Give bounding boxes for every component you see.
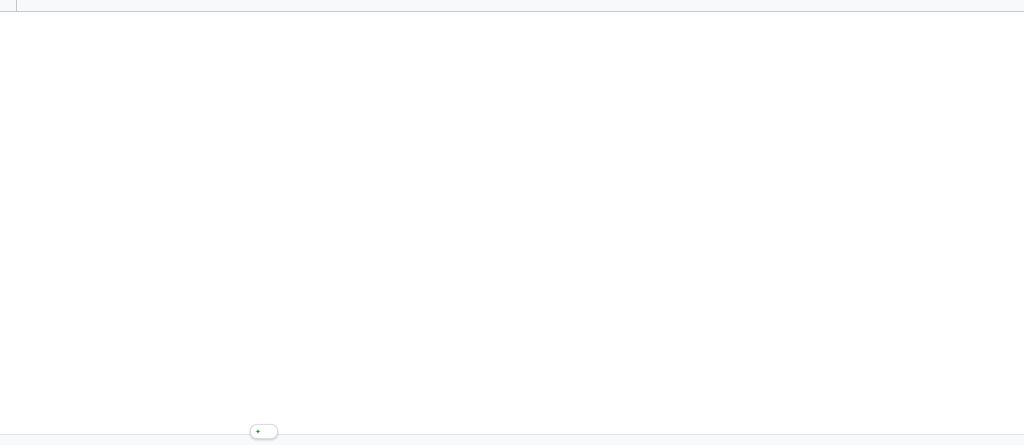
select-all-corner[interactable] xyxy=(0,0,17,11)
convert-to-table-chip[interactable] xyxy=(250,424,278,439)
horizontal-scroll-track[interactable] xyxy=(0,434,1024,445)
sparkle-icon: ✦ xyxy=(255,428,261,436)
column-header-bar xyxy=(0,0,1024,12)
